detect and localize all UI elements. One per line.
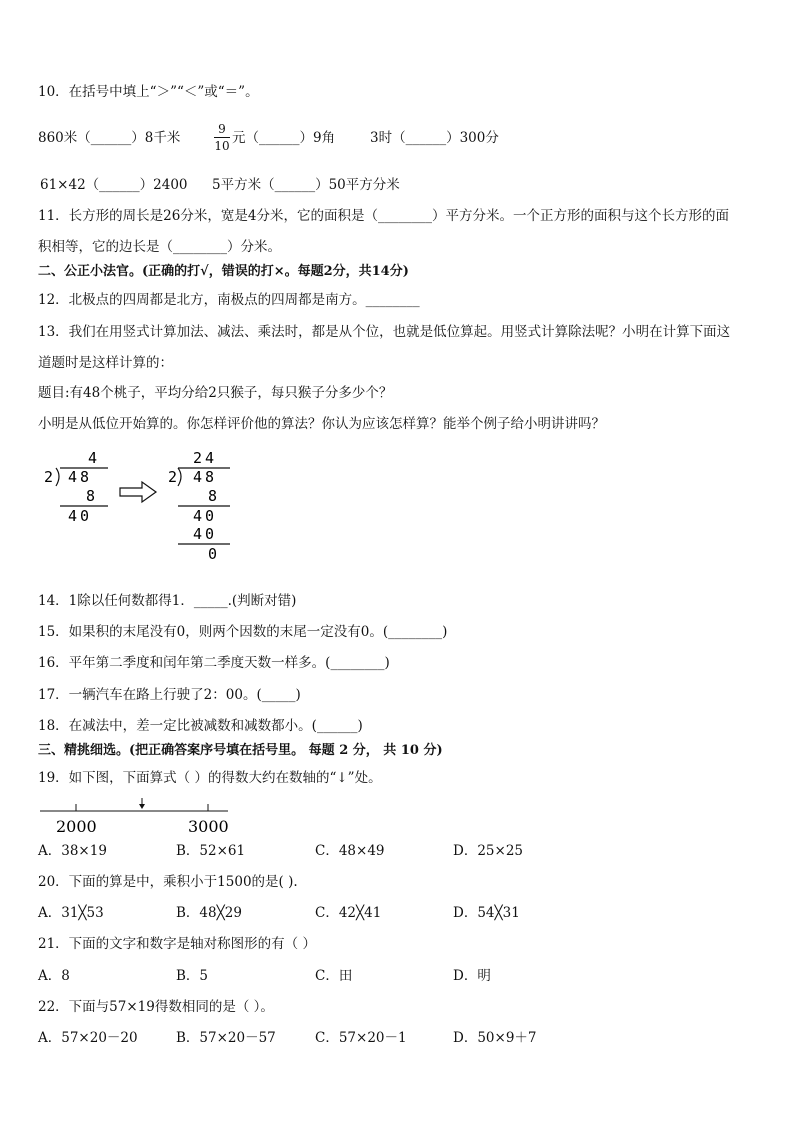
q10-item-d: 61×42（______）2400 — [40, 177, 188, 193]
q21-stem: 21．下面的文字和数字是轴对称图形的有（ ） — [38, 936, 316, 952]
q20-option-d[interactable]: D．54╳31 — [453, 905, 520, 921]
q21-option-d[interactable]: D．明 — [453, 968, 491, 984]
q22-option-d[interactable]: D．50×9＋7 — [453, 1030, 537, 1046]
q13-line4: 小明是从低位开始算的。你怎样评价他的算法？你认为应该怎样算？能举个例子给小明讲讲吗？ — [38, 416, 605, 432]
q21-option-a[interactable]: A．8 — [38, 968, 70, 984]
right-subtrahend-1: 8 — [208, 487, 218, 505]
section-3-heading: 三、精挑细选。(把正确答案序号填在括号里。 每题 2 分， 共 10 分) — [38, 743, 443, 758]
q14: 14．1除以任何数都得1．_____.(判断对错) — [38, 593, 297, 609]
q19-option-d[interactable]: D．25×25 — [453, 843, 523, 859]
q10-item-a: 860米（______）8千米 — [38, 130, 181, 146]
right-divisor: 2 — [168, 468, 178, 486]
q13-line1: 13．我们在用竖式计算加法、减法、乘法时，都是从个位，也就是低位算起。用竖式计算除法呢？小明在计算下面这 — [38, 324, 731, 340]
q12: 12．北极点的四周都是北方，南极点的四周都是南方。________ — [38, 292, 420, 308]
q20-option-a[interactable]: A．31╳53 — [38, 905, 104, 921]
q19-option-a[interactable]: A．38×19 — [38, 843, 107, 859]
q17: 17．一辆汽车在路上行驶了2：00。(_____) — [38, 687, 301, 703]
q15: 15．如果积的末尾没有0，则两个因数的末尾一定没有0。(________) — [38, 624, 448, 640]
q13-line3: 题目:有48个桃子，平均分给2只猴子，每只猴子分多少个？ — [38, 385, 393, 401]
q11-line1: 11．长方形的周长是26分米，宽是4分米，它的面积是（________）平方分米。一个正方形的面积与这个长方形的面 — [38, 208, 729, 224]
q20-stem: 20．下面的算是中，乘积小于1500的是( ). — [38, 874, 298, 890]
arrow-head — [139, 804, 145, 809]
fraction-denominator: 10 — [214, 139, 230, 153]
q20-option-b[interactable]: B．48╳29 — [176, 905, 242, 921]
axis-label-2000: 2000 — [56, 817, 97, 836]
right-subtrahend-2: 40 — [193, 525, 218, 543]
q19-option-b[interactable]: B．52×61 — [176, 843, 246, 859]
left-quotient: 4 — [88, 449, 98, 467]
right-dividend: 48 — [193, 468, 218, 486]
fraction-nine-tenths — [214, 121, 230, 154]
q10-item-c: 3时（______）300分 — [370, 130, 499, 146]
long-division-diagram — [38, 446, 278, 566]
q11-line2: 积相等，它的边长是（________）分米。 — [38, 239, 281, 255]
left-division — [44, 449, 108, 525]
q19-stem: 19．如下图，下面算式（ ）的得数大约在数轴的“↓”处。 — [38, 770, 382, 786]
q20-option-c[interactable]: C．42╳41 — [315, 905, 382, 921]
right-remainder: 0 — [208, 545, 218, 563]
q10-item-e: 5平方米（______）50平方分米 — [212, 177, 400, 193]
q18: 18．在减法中，差一定比被减数和减数都小。(______) — [38, 718, 363, 734]
axis-label-3000: 3000 — [188, 817, 229, 836]
q13-line2: 道题时是这样计算的： — [38, 355, 173, 371]
q22-option-b[interactable]: B．57×20－57 — [176, 1030, 276, 1046]
q10-item-b: 元（______）9角 — [232, 130, 336, 146]
left-divisor: 2 — [44, 468, 54, 486]
right-division — [168, 449, 230, 563]
left-subtrahend: 8 — [86, 487, 96, 505]
q21-option-b[interactable]: B．5 — [176, 968, 209, 984]
q10-stem: 10．在括号中填上“＞”“＜”或“＝”。 — [38, 84, 259, 100]
q16: 16．平年第二季度和闰年第二季度天数一样多。(________) — [38, 655, 390, 671]
right-arrow-icon — [120, 482, 156, 502]
q22-option-a[interactable]: A．57×20－20 — [38, 1030, 138, 1046]
q22-stem: 22．下面与57×19得数相同的是（ ）。 — [38, 999, 274, 1015]
section-2-heading: 二、公正小法官。(正确的打√，错误的打×。每题2分，共14分) — [38, 264, 409, 279]
left-remainder: 40 — [68, 507, 93, 525]
right-partial: 40 — [193, 507, 218, 525]
number-line — [38, 798, 238, 838]
q21-option-c[interactable]: C．田 — [315, 968, 353, 984]
right-quotient: 24 — [193, 449, 218, 467]
fraction-numerator: 9 — [214, 121, 230, 138]
q19-option-c[interactable]: C．48×49 — [315, 843, 385, 859]
q22-option-c[interactable]: C．57×20－1 — [315, 1030, 407, 1046]
left-dividend: 48 — [68, 468, 93, 486]
